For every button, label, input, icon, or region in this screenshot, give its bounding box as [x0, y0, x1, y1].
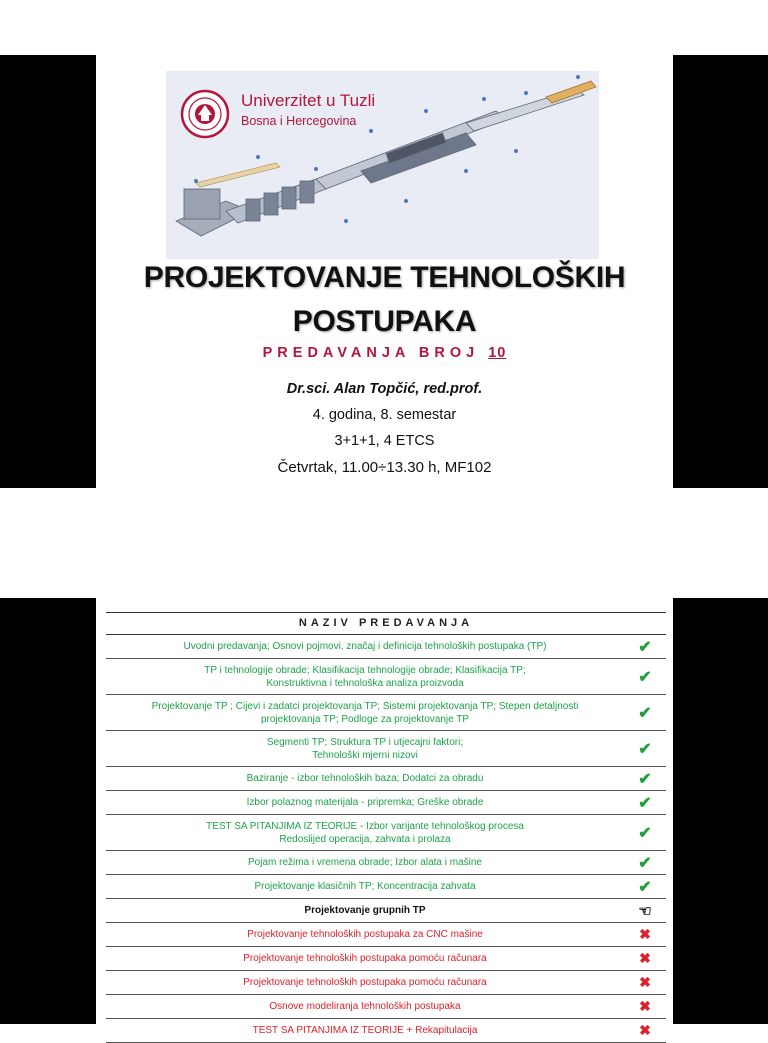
- lectures-slide-panel: [96, 598, 673, 1038]
- cross-icon: ✖: [639, 926, 651, 942]
- title-slide: [0, 55, 768, 488]
- lecture-topic: Projektovanje TP ; Cijevi i zadatci projektovanja TP; Sistemi projektovanja TP; Stepen detaljnosti projektovanja TP; Podloge za projektovanje TP: [151, 700, 579, 725]
- lecture-topic: Projektovanje tehnoloških postupaka pomoću računara: [243, 977, 487, 988]
- author: Dr.sci. Alan Topčić, red.prof.: [286, 381, 483, 397]
- table-row: [106, 971, 666, 995]
- lecture-label: [96, 345, 673, 361]
- checkmark-icon: ✔: [638, 740, 652, 758]
- table-row: [106, 635, 666, 659]
- table-row: [106, 815, 666, 851]
- lecture-topic: Projektovanje klasičnih TP; Koncentracija zahvata: [254, 881, 476, 892]
- checkmark-icon: ✔: [638, 854, 652, 872]
- checkmark-icon: ✔: [638, 770, 652, 788]
- lecture-topic: Pojam režima i vremena obrade; Izbor alata i mašine: [248, 857, 482, 868]
- lecture-topic: Uvodni predavanja; Osnovi pojmovi, značaj i definicija tehnoloških postupaka (TP): [183, 641, 547, 652]
- checkmark-icon: ✔: [638, 794, 652, 812]
- cross-icon: ✖: [639, 974, 651, 990]
- checkmark-icon: ✔: [638, 704, 652, 722]
- lecture-topic: TEST SA PITANJIMA IZ TEORIJE - Izbor varijante tehnološkog procesa Redoslijed operacija, zahvata i prolaza: [206, 820, 524, 845]
- lecture-topic: TP i tehnologije obrade; Klasifikacija tehnologije obrade; Klasifikacija TP; Konstruktivna i tehnološka analiza proizvoda: [204, 664, 526, 689]
- table-row: [106, 695, 666, 731]
- table-row: [106, 791, 666, 815]
- title-slide-panel: [96, 55, 673, 488]
- checkmark-icon: ✔: [638, 878, 652, 896]
- table-row: [106, 947, 666, 971]
- university-name: Univerzitet u Tuzli: [241, 91, 376, 110]
- table-row: [106, 767, 666, 791]
- checkmark-icon: ✔: [638, 668, 652, 686]
- lecture-topic: TEST SA PITANJIMA IZ TEORIJE + Rekapitulacija: [252, 1025, 478, 1036]
- credits: 3+1+1, 4 ETCS: [334, 433, 435, 449]
- lecture-topic: Baziranje - izbor tehnoloških baza; Dodatci za obradu: [246, 773, 484, 784]
- lecture-label-text: PREDAVANJA BROJ: [262, 345, 480, 361]
- cross-icon: ✖: [639, 1022, 651, 1038]
- lecture-number: 10: [488, 345, 507, 361]
- pointing-hand-icon: ☜: [638, 902, 652, 920]
- checkmark-icon: ✔: [638, 824, 652, 842]
- cross-icon: ✖: [639, 950, 651, 966]
- table-row: [106, 851, 666, 875]
- lecture-topic: Projektovanje tehnoloških postupaka za CNC mašine: [247, 929, 483, 940]
- lecture-topic: Projektovanje tehnoloških postupaka pomoću računara: [243, 953, 487, 964]
- production-line-illustration: [166, 71, 599, 259]
- table-row: [106, 659, 666, 695]
- table-row: [106, 899, 666, 923]
- lecture-topic: Izbor polaznog materijala - pripremka; Greške obrade: [246, 797, 484, 808]
- header-image: [166, 71, 599, 259]
- lecture-table: [106, 635, 666, 1043]
- slide-title-line-2: POSTUPAKA: [292, 305, 477, 338]
- lectures-slide: [0, 598, 768, 1038]
- slide-title-line-1: PROJEKTOVANJE TEHNOLOŠKIH: [143, 261, 626, 294]
- lecture-topic: Segmenti TP; Struktura TP i utjecajni faktori; Tehnološki mjerni nizovi: [266, 736, 464, 761]
- table-row: [106, 923, 666, 947]
- schedule: Četvrtak, 11.00÷13.30 h, MF102: [277, 459, 492, 476]
- university-subtitle: Bosna i Hercegovina: [241, 114, 357, 128]
- table-row: [106, 995, 666, 1019]
- lecture-topic: Osnove modeliranja tehnoloških postupaka: [269, 1001, 461, 1012]
- checkmark-icon: ✔: [638, 638, 652, 656]
- table-header: NAZIV PREDAVANJA: [106, 615, 666, 635]
- cross-icon: ✖: [639, 998, 651, 1014]
- lecture-topic: Projektovanje grupnih TP: [304, 905, 426, 916]
- table-row: [106, 731, 666, 767]
- table-row: [106, 875, 666, 899]
- table-row: [106, 1019, 666, 1043]
- year-semester: 4. godina, 8. semestar: [312, 407, 457, 423]
